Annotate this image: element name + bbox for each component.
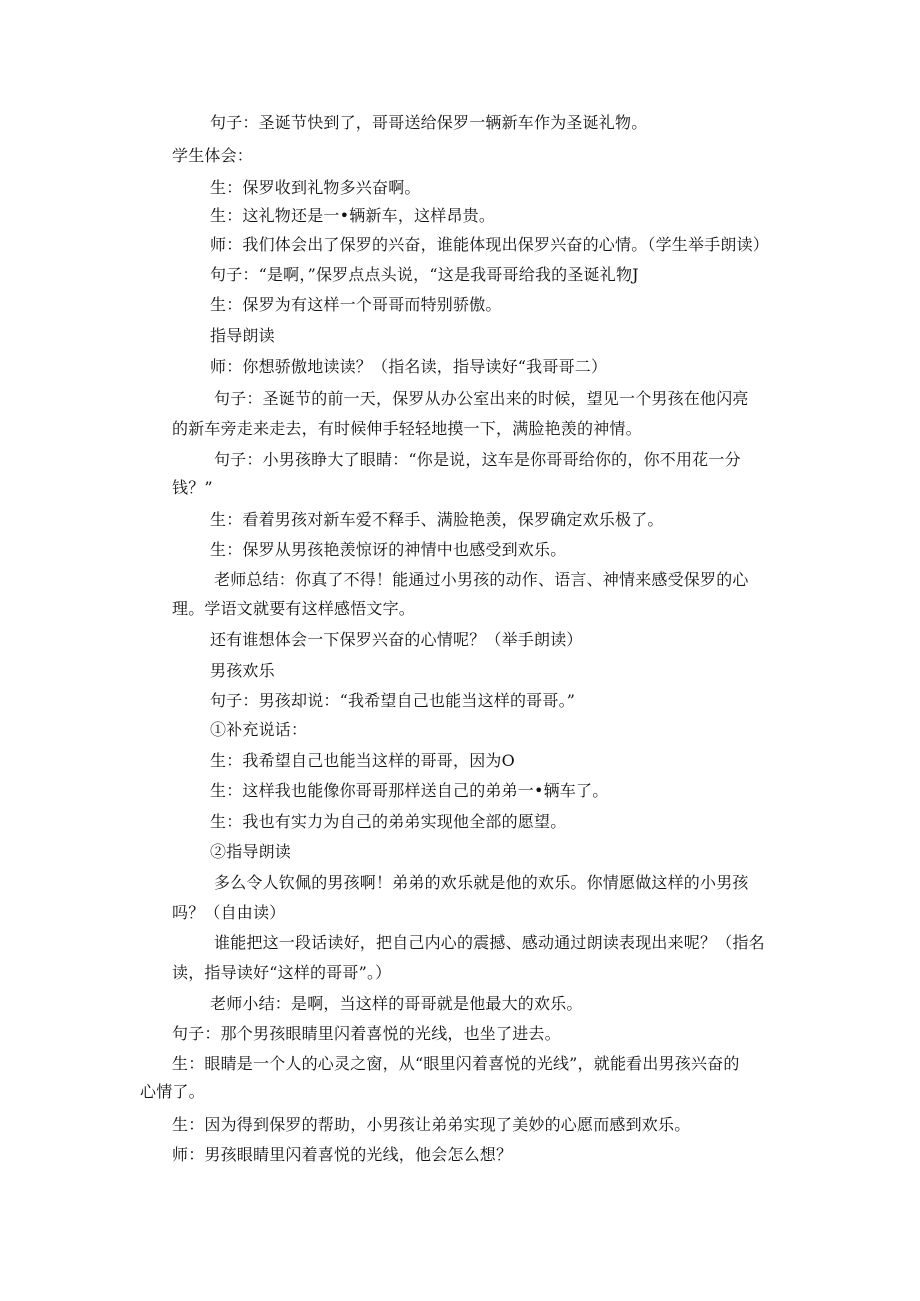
text-line: 多么令人钦佩的男孩啊！弟弟的欢乐就是他的欢乐。你情愿做这样的小男孩 — [214, 873, 749, 892]
text-line: ②指导朗读 — [210, 842, 292, 861]
text-line: 句子：小男孩睁大了眼睛：“你是说，这车是你哥哥给你的，你不用花一分 — [214, 450, 741, 469]
text-line: 老师总结：你真了不得！能通过小男孩的动作、语言、神情来感受保罗的心 — [214, 570, 749, 589]
text-line: 生：这样我也能像你哥哥那样送自己的弟弟一•辆车了。 — [210, 781, 609, 800]
text-line: 师：我们体会出了保罗的兴奋，谁能体现出保罗兴奋的心情。（学生举手朗读） — [210, 235, 770, 254]
text-line: 心情了。 — [140, 1082, 205, 1101]
text-line: 理。学语文就要有这样感悟文字。 — [172, 599, 416, 618]
text-line: 还有谁想体会一下保罗兴奋的心情呢？（举手朗读） — [210, 630, 583, 649]
text-line: 师：你想骄傲地读读？（指名读，指导读好“我哥哥二） — [210, 357, 608, 376]
text-line: 生：保罗收到礼物多兴奋啊。 — [210, 178, 421, 197]
text-line: 句子：圣诞节的前一天，保罗从办公室出来的时候，望见一个男孩在他闪亮 — [214, 389, 749, 408]
text-line: 的新车旁走来走去，有时候伸手轻轻地摸一下，满脸艳羡的神情。 — [172, 419, 642, 438]
text-line: 钱？” — [172, 478, 213, 497]
text-line: 老师小结：是啊，当这样的哥哥就是他最大的欢乐。 — [210, 994, 583, 1013]
text-line: 指导朗读 — [210, 326, 275, 345]
text-line: 生：我希望自己也能当这样的哥哥，因为O — [210, 751, 515, 770]
text-line: 句子：“是啊，”保罗点点头说，“这是我哥哥给我的圣诞礼物J — [210, 265, 639, 284]
text-line: 生：这礼物还是一•辆新车，这样昂贵。 — [210, 206, 496, 225]
text-line: 学生体会： — [172, 146, 254, 165]
text-line: 生：保罗为有这样一个哥哥而特别骄傲。 — [210, 295, 502, 314]
text-line: 句子：圣诞节快到了，哥哥送给保罗一辆新车作为圣诞礼物。 — [210, 113, 648, 132]
text-line: 读，指导读好“这样的哥哥”。） — [172, 963, 392, 982]
text-line: 生：因为得到保罗的帮助，小男孩让弟弟实现了美妙的心愿而感到欢乐。 — [172, 1115, 691, 1134]
text-line: 句子：那个男孩眼睛里闪着喜悦的光线，也坐了进去。 — [172, 1024, 561, 1043]
text-line: 生：保罗从男孩艳羡惊讶的神情中也感受到欢乐。 — [210, 540, 567, 559]
text-line: 师：男孩眼睛里闪着喜悦的光线，他会怎么想？ — [172, 1145, 513, 1164]
text-line: 生：看着男孩对新车爱不释手、满脸艳羡，保罗确定欢乐极了。 — [210, 510, 664, 529]
text-line: 生：眼睛是一个人的心灵之窗，从“眼里闪着喜悦的光线”，就能看出男孩兴奋的 — [172, 1054, 740, 1073]
text-line: 吗？（自由读） — [172, 903, 286, 922]
text-line: 生：我也有实力为自己的弟弟实现他全部的愿望。 — [210, 812, 567, 831]
text-line: ①补充说话： — [210, 720, 308, 739]
text-line: 男孩欢乐 — [210, 661, 275, 680]
text-line: 谁能把这一段话读好，把自己内心的震撼、感动通过朗读表现出来呢？（指名 — [214, 933, 765, 952]
text-line: 句子：男孩却说：“我希望自己也能当这样的哥哥。” — [210, 691, 576, 710]
